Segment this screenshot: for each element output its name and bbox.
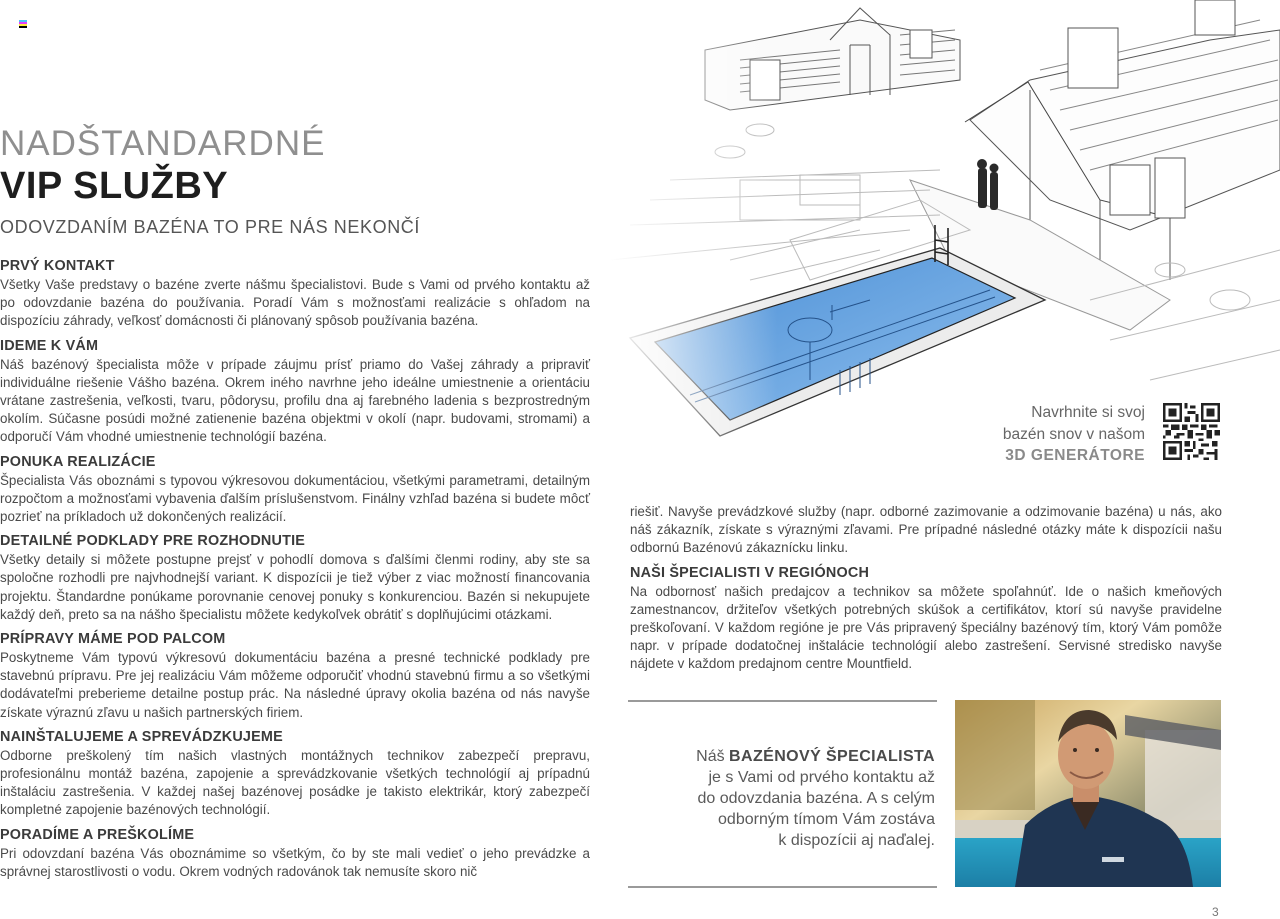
- section-training: [0, 826, 590, 881]
- section-body: Odborne preškolený tím našich vlastných montážnych technikov zabezpečí prepravu, profesionálnu montáž bazéna, zapojenie a sprevádzkovanie všetkých technológií aj prípadnú inštaláciu zastrešenia. V každej našej bazénovej posádke je takisto elektrikár, ktorý zabezpečí kompletné zapojenie bazénových technológií.: [0, 747, 590, 818]
- section-heading: PORADÍME A PREŠKOLÍME: [0, 826, 195, 843]
- section-heading: PONUKA REALIZÁCIE: [0, 453, 156, 470]
- qr-code-icon[interactable]: [1163, 403, 1220, 460]
- promo-line: bazén snov v našom: [1002, 425, 1145, 443]
- section-body: Všetky detaily si môžete postupne prejsť v pohodlí domova s ďalšími členmi rodiny, aby ste sa spoločne rozhodli pre najvhodnejší variant. K dispozícii je tiež výber z viac možností financovania projektu. Štandardne ponúkame porovnanie cenovej ponuky s konkurenciou. Bazén si nekupujete každý deň, preto sa na nášho špecialistu môžete kedykoľvek obrátiť s doplňujúcimi otázkami.: [0, 552, 590, 622]
- right-text-column: [630, 503, 1222, 680]
- section-installation: [0, 728, 590, 820]
- specialist-callout: [636, 746, 935, 851]
- section-heading: NAŠI ŠPECIALISTI V REGIÓNOCH: [630, 564, 870, 581]
- left-text-column: [0, 257, 590, 887]
- section-heading: IDEME K VÁM: [0, 337, 99, 354]
- section-we-come-to-you: [0, 337, 590, 447]
- callout-line: k dispozícii aj naďalej.: [778, 832, 935, 849]
- specialist-photo: [955, 700, 1221, 887]
- page-title-light: NADŠTANDARDNÉ: [0, 124, 326, 163]
- divider-top: [628, 700, 937, 702]
- page-subtitle: ODOVZDANÍM BAZÉNA TO PRE NÁS NEKONČÍ: [0, 217, 421, 237]
- callout-line: odborným tímom Vám zostáva: [718, 811, 935, 828]
- page-number: 3: [1212, 905, 1219, 919]
- section-body: Špecialista Vás oboznámi s typovou výkresovou dokumentáciou, všetkými parametrami, detailným rozpočtom a možnosťami vybavenia ďalším príslušenstvom. Finálny vzhľad bazéna si budete môcť pozrieť na príkladoch už dokončených realizácií.: [0, 472, 590, 525]
- section-realization-offer: [0, 453, 590, 527]
- callout-bold: BAZÉNOVÝ ŠPECIALISTA: [729, 748, 935, 765]
- page-title-bold: VIP SLUŽBY: [0, 165, 229, 207]
- section-first-contact: [0, 257, 590, 331]
- section-body: Na odbornosť našich predajcov a technikov sa môžete spoľahnúť. Ide o našich kmeňových zamestnancov, držiteľov všetkých potrebných skúšok a certifikátov, ktorí sú navyše pravidelne preškoľovaní. V každom regióne je pre Vás pripravený špeciálny bazénový tím, ktorý Vám pomôže napr. v prípade dodatočnej inštalácie technológií alebo zastrešení. Servisné stredisko navyše nájdete v každom predajnom centre Mountfield.: [630, 583, 1222, 672]
- continuation-text: riešiť. Navyše prevádzkové služby (napr. odborné zazimovanie a odzimovanie bazéna) u nás, ako náš zákazník, získate s výraznými zľavami. Pre prípadné následné otázky máte k dispozícii našu odbornú Bazénovú zákaznícku linku.: [630, 504, 1222, 556]
- section-heading: DETAILNÉ PODKLADY PRE ROZHODNUTIE: [0, 533, 306, 550]
- callout-line: do odovzdania bazéna. A s celým: [697, 790, 935, 807]
- callout-prefix: Náš: [696, 748, 725, 765]
- registration-mark: [19, 20, 27, 28]
- section-body: Všetky Vaše predstavy o bazéne zverte nášmu špecialistovi. Bude s Vami od prvého kontaktu až po odovzdanie bazéna do používania. Poradí Vám s možnosťami realizácie s ohľadom na dispozíciu záhrady, veľkosť domácnosti či plánovaný spôsob používania bazéna.: [0, 277, 590, 329]
- section-body: Náš bazénový špecialista môže v prípade záujmu prísť priamo do Vašej záhrady a pripraviť individuálne riešenie Vášho bazéna. Okrem iného navrhne jeho ideálne umiestnenie a orientáciu vrátane zastrešenia, veľkosti, tvaru, pôdorysu, profilu dna aj farebného ladenia s bezprostredným okolím. Súčasne posúdi možné zatienenie bazéna objektmi v okolí (napr. budovami, stromami) a odporučí Vám vhodné umiestnenie technológií bazéna.: [0, 356, 590, 445]
- section-heading: PRVÝ KONTAKT: [0, 258, 115, 274]
- promo-line: Navrhnite si svoj: [1031, 404, 1145, 421]
- section-preparations: [0, 630, 590, 722]
- divider-bottom: [628, 886, 937, 888]
- promo-link-label: 3D GENERÁTORE: [1005, 447, 1145, 464]
- section-body: Poskytneme Vám typovú výkresovú dokumentáciu bazéna a presné technické podklady pre stavebnú prípravu. Pre jej realizáciu Vám môžeme odporučiť vhodnú stavebnú firmu a so všetkými dodávateľmi preberieme detailne postup prác. Na následné úpravy okolia bazéna od nás navyše získate výraznú zľavu u našich partnerských firiem.: [0, 650, 590, 720]
- 3d-generator-promo: [950, 402, 1145, 467]
- callout-line: je s Vami od prvého kontaktu až: [708, 769, 935, 786]
- section-regional-specialists: [630, 564, 1222, 674]
- section-heading: PRÍPRAVY MÁME POD PALCOM: [0, 631, 226, 648]
- section-detailed-documents: [0, 532, 590, 624]
- section-body: Pri odovzdaní bazéna Vás oboznámime so všetkým, čo by ste mali vedieť o jeho prevádzke a správnej starostlivosti o vodu. Okrem vodných radovánok tak nemusíte skoro nič: [0, 845, 590, 879]
- section-heading: NAINŠTALUJEME A SPREVÁDZKUJEME: [0, 728, 283, 745]
